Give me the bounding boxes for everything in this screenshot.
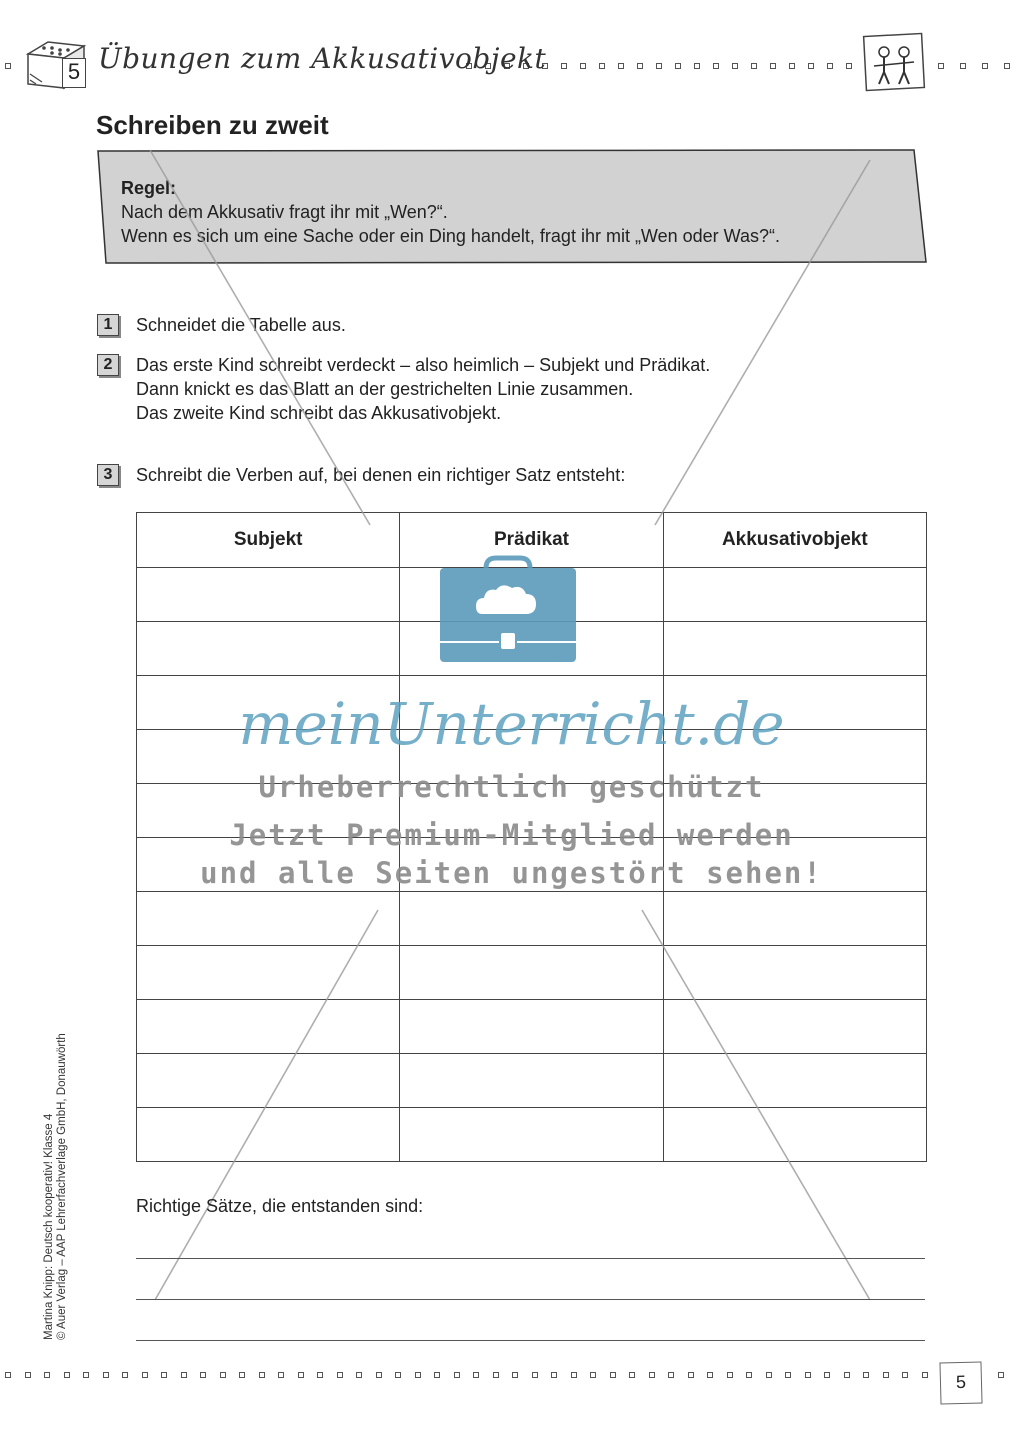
copyright-credit: [43, 1033, 69, 1340]
task-line: Dann knickt es das Blatt an der gestrichelten Linie zusammen.: [136, 379, 634, 399]
task-number: 2: [97, 354, 119, 376]
answer-line[interactable]: [136, 1340, 925, 1341]
credit-line-2: © Auer Verlag – AAP Lehrerfachverlage GmbH, Donauwörth: [56, 1033, 68, 1340]
section-title: Schreiben zu zweit: [96, 110, 329, 140]
task-line: Das erste Kind schreibt verdeckt – also heimlich – Subjekt und Prädikat.: [136, 355, 711, 375]
lesson-number: 5: [62, 58, 86, 88]
watermark-brand: meinUnterricht.de: [238, 690, 785, 758]
watermark-line-3: und alle Seiten ungestört sehen!: [200, 856, 823, 890]
answer-line[interactable]: [136, 1299, 925, 1300]
task-number: 1: [97, 314, 119, 336]
page-number: 5: [939, 1361, 982, 1404]
task-text: Schreibt die Verben auf, bei denen ein richtiger Satz entsteht:: [136, 465, 626, 485]
header-subjekt: Subjekt: [137, 513, 400, 568]
credit-line-1: Martina Knipp: Deutsch kooperativ! Klasse 4: [43, 1113, 55, 1340]
header-praedikat: Prädikat: [400, 513, 663, 568]
answer-label: Richtige Sätze, die entstanden sind:: [136, 1196, 424, 1216]
rule-line-1: Nach dem Akkusativ fragt ihr mit „Wen?“.: [121, 202, 448, 222]
task-line: Das zweite Kind schreibt das Akkusativobjekt.: [136, 403, 502, 423]
watermark-line-2: Jetzt Premium-Mitglied werden: [229, 818, 794, 852]
rule-label: Regel:: [121, 178, 177, 198]
task-number: 3: [97, 464, 119, 486]
page-title: Übungen zum Akkusativobjekt: [98, 42, 547, 75]
header-akkusativobjekt: Akkusativobjekt: [663, 513, 926, 568]
rule-line-2: Wenn es sich um eine Sache oder ein Ding handelt, fragt ihr mit „Wen oder Was?“.: [121, 226, 780, 246]
watermark-line-1: Urheberrechtlich geschützt: [258, 770, 765, 804]
task-text: Schneidet die Tabelle aus.: [136, 315, 346, 335]
answer-line[interactable]: [136, 1258, 925, 1259]
